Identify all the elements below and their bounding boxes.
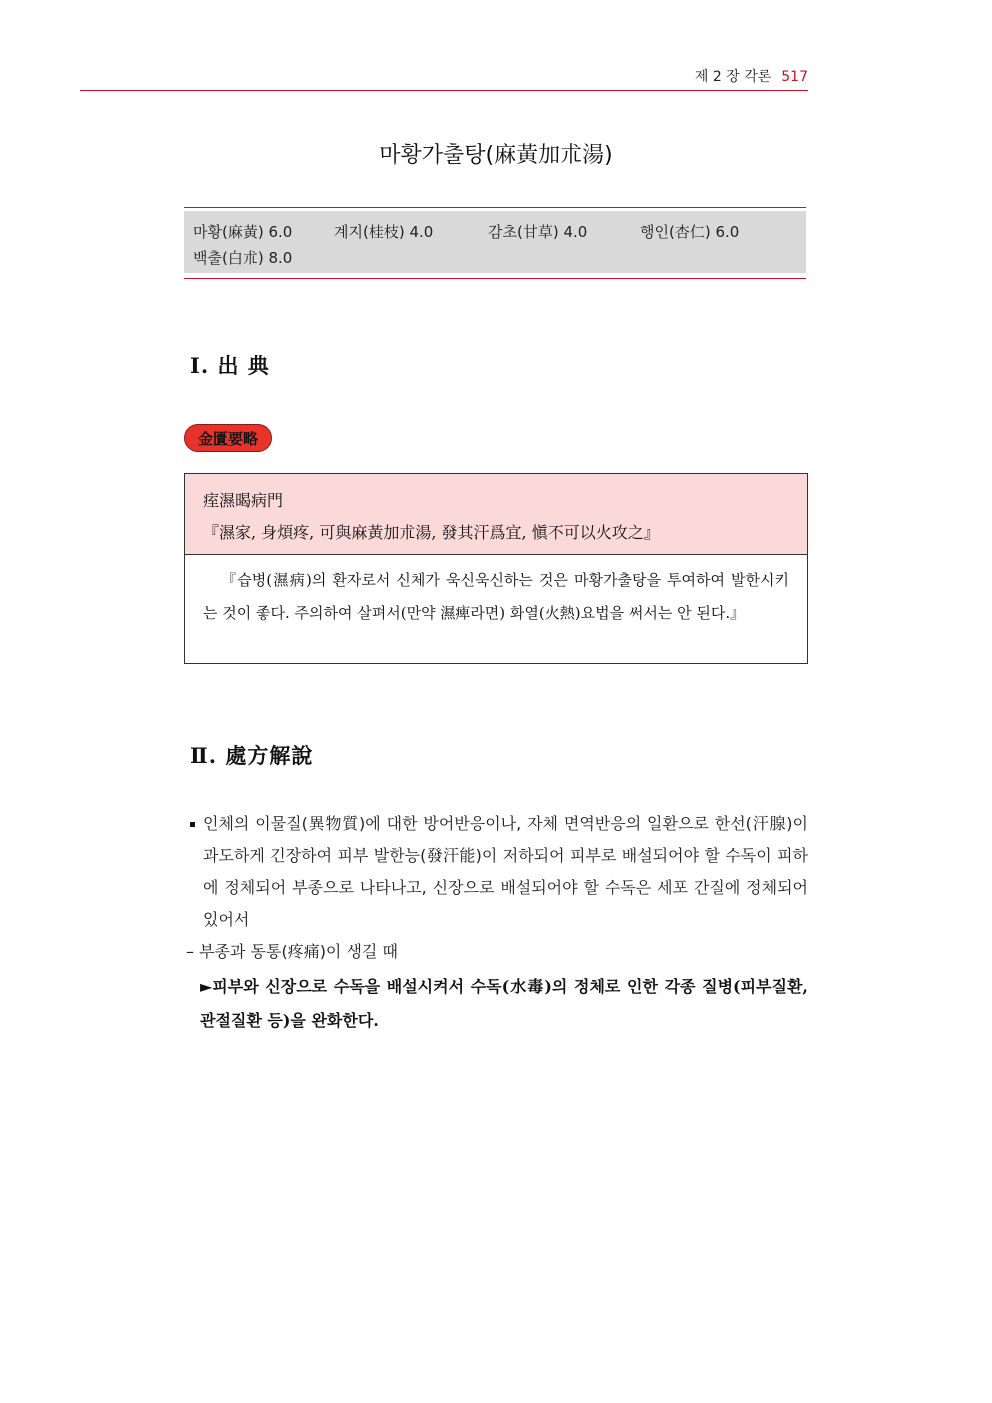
prescription-title: 마황가출탕(麻黃加朮湯) bbox=[379, 143, 613, 168]
herb-item: 감초(甘草) 4.0 bbox=[488, 223, 588, 241]
quote-title: 痓濕暍病門 bbox=[203, 491, 284, 510]
source-quote-box bbox=[184, 473, 808, 664]
herb-item: 행인(杏仁) 6.0 bbox=[640, 223, 740, 241]
herb-item: 계지(桂枝) 4.0 bbox=[334, 223, 434, 241]
bottom-rule bbox=[184, 278, 806, 279]
quote-text: 『濕家, 身煩疼, 可與麻黃加朮湯, 發其汗爲宜, 愼不可以火攻之』 bbox=[203, 523, 660, 542]
quote-translation: 『습병(濕病)의 환자로서 신체가 욱신욱신하는 것은 마황가출탕을 투여하여 발한시키는 것이 좋다. 주의하여 살펴서(만약 濕痺라면) 화열(火熱)요법을 써서는 안 된다.』 bbox=[203, 571, 789, 622]
herb-composition-box bbox=[184, 207, 806, 279]
herb-item: 백출(白朮) 8.0 bbox=[193, 249, 293, 267]
page-number: 517 bbox=[781, 69, 808, 85]
source-badge bbox=[184, 424, 272, 452]
section-heading-source: Ⅰ. 出 典 bbox=[190, 353, 270, 378]
chapter-label: 제 2 장 각론 bbox=[694, 69, 772, 85]
running-head bbox=[695, 66, 808, 86]
herb-item: 마황(麻黃) 6.0 bbox=[193, 223, 293, 241]
source-badge-label: 金匱要略 bbox=[197, 430, 258, 448]
dash-item: – 부종과 동통(疼痛)이 생길 때 bbox=[186, 942, 398, 961]
bullet-text: 인체의 이물질(異物質)에 대한 방어반응이나, 자체 면역반응의 일환으로 한선(汗腺)이 과도하게 긴장하여 피부 발한능(發汗能)이 저하되어 피부로 배설되어야 할 수독이 피하에 정체되어 부종으로 나타나고, 신장으로 배설되어야 할 수독은 세포 간질에 정체되어 있어서 bbox=[203, 814, 808, 929]
herb-list bbox=[184, 211, 806, 273]
arrow-item: ►피부와 신장으로 수독을 배설시켜서 수독(水毒)의 정체로 인한 각종 질병(피부질환, 관절질환 등)을 완화한다. bbox=[200, 977, 808, 1030]
quote-header bbox=[185, 474, 807, 555]
page-header bbox=[80, 66, 808, 91]
top-rule bbox=[184, 207, 806, 208]
bullet-icon bbox=[190, 822, 195, 827]
section-heading-explanation: Ⅱ. 處方解說 bbox=[190, 743, 314, 768]
